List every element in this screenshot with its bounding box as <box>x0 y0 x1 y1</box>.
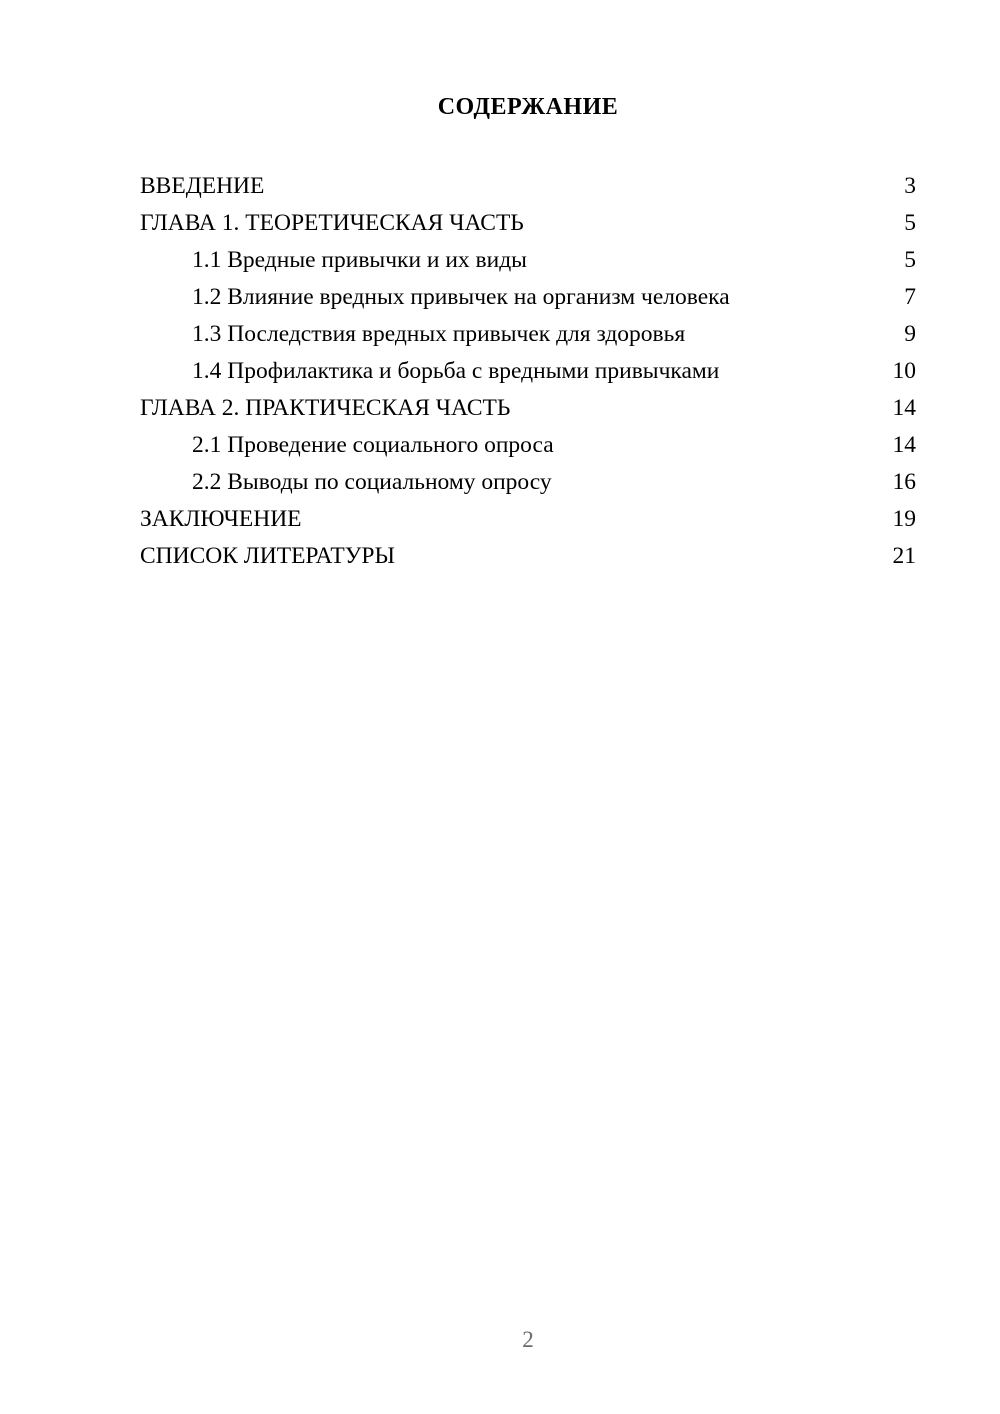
toc-entry-label: СПИСОК ЛИТЕРАТУРЫ <box>140 543 395 569</box>
toc-entry <box>140 501 916 538</box>
toc-entry <box>140 353 916 390</box>
toc-entry-page: 14 <box>892 395 916 421</box>
toc-entry <box>140 279 916 316</box>
toc-entry-label: 1.1 Вредные привычки и их виды <box>192 247 527 273</box>
toc-entry-label: 1.4 Профилактика и борьба с вредными привычками <box>192 358 720 384</box>
footer-page-number: 2 <box>522 1327 534 1352</box>
toc-entry-label: ГЛАВА 2. ПРАКТИЧЕСКАЯ ЧАСТЬ <box>140 395 511 421</box>
toc-entry-label: ГЛАВА 1. ТЕОРЕТИЧЕСКАЯ ЧАСТЬ <box>140 210 524 236</box>
toc-entry-page: 3 <box>904 173 916 199</box>
toc-entry <box>140 205 916 242</box>
toc-entry <box>140 242 916 279</box>
toc-list <box>140 168 916 575</box>
toc-entry-page: 21 <box>892 543 916 569</box>
toc-entry-page: 14 <box>892 432 916 458</box>
toc-entry-page: 7 <box>904 284 916 310</box>
toc-entry-label: 2.1 Проведение социального опроса <box>192 432 554 458</box>
toc-entry-label: ВВЕДЕНИЕ <box>140 173 265 199</box>
toc-entry-label: 1.3 Последствия вредных привычек для здоровья <box>192 321 686 347</box>
toc-entry-page: 5 <box>904 247 916 273</box>
toc-entry-page: 10 <box>892 358 916 384</box>
toc-entry <box>140 390 916 427</box>
toc-entry <box>140 464 916 501</box>
toc-entry <box>140 427 916 464</box>
toc-entry-label: 2.2 Выводы по социальному опросу <box>192 469 552 495</box>
toc-entry-label: 1.2 Влияние вредных привычек на организм человека <box>192 284 730 310</box>
toc-entry-page: 5 <box>904 210 916 236</box>
toc-entry-label: ЗАКЛЮЧЕНИЕ <box>140 506 302 532</box>
toc-entry-page: 9 <box>904 321 916 347</box>
toc-entry-page: 16 <box>892 469 916 495</box>
toc-entry <box>140 168 916 205</box>
toc-entry <box>140 538 916 575</box>
toc-entry-page: 19 <box>892 506 916 532</box>
toc-entry <box>140 316 916 353</box>
page-title: СОДЕРЖАНИЕ <box>437 94 619 120</box>
